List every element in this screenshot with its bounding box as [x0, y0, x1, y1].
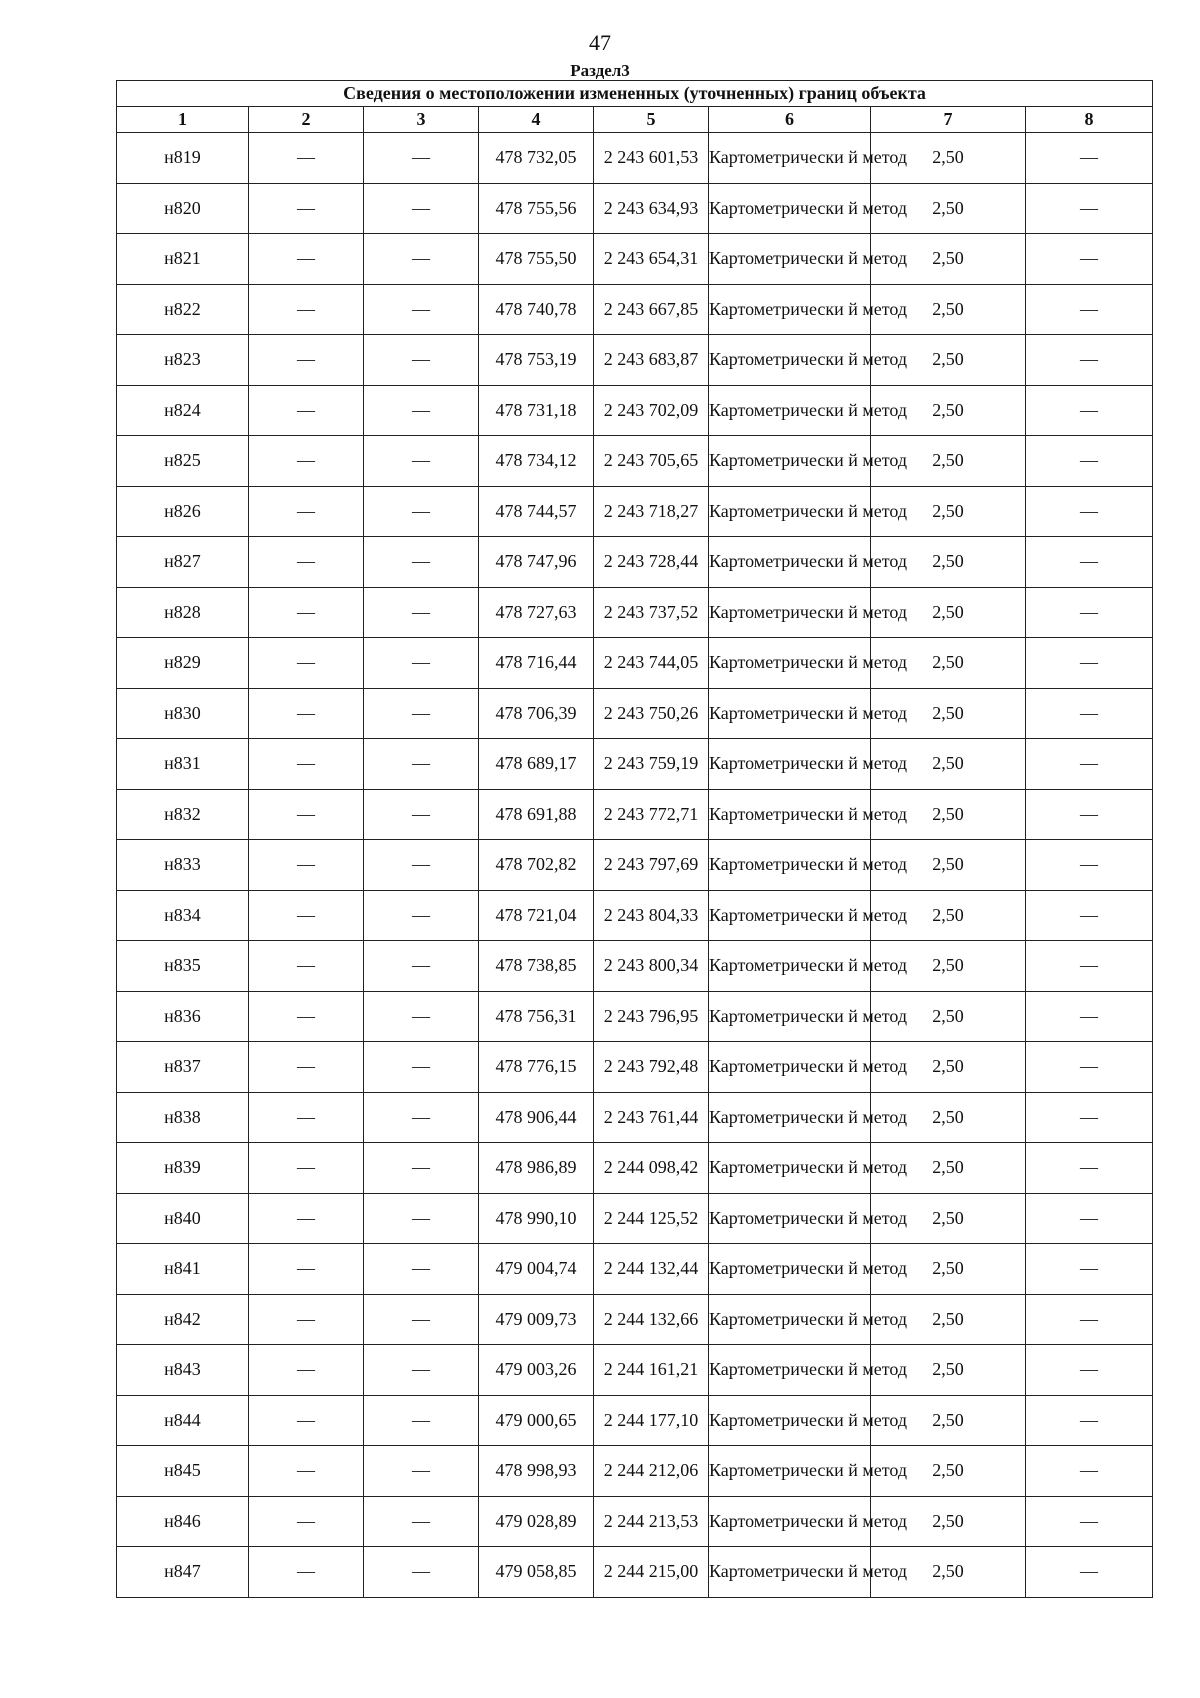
accuracy-cell: 2,50 [871, 1244, 1026, 1295]
point-number-cell: н835 [117, 941, 249, 992]
y-coordinate-cell: 2 243 796,95 [594, 991, 709, 1042]
method-cell: Картометрически й метод [709, 234, 871, 285]
x-coordinate-cell: 478 702,82 [479, 840, 594, 891]
col3-cell: — [364, 133, 479, 184]
x-coordinate-cell: 478 755,50 [479, 234, 594, 285]
col3-cell: — [364, 1244, 479, 1295]
col2-cell: — [249, 1294, 364, 1345]
col2-cell: — [249, 1446, 364, 1497]
method-cell: Картометрически й метод [709, 335, 871, 386]
col8-cell: — [1026, 385, 1153, 436]
accuracy-cell: 2,50 [871, 739, 1026, 790]
col8-cell: — [1026, 587, 1153, 638]
col8-cell: — [1026, 1042, 1153, 1093]
x-coordinate-cell: 478 747,96 [479, 537, 594, 588]
accuracy-cell: 2,50 [871, 1345, 1026, 1396]
y-coordinate-cell: 2 243 737,52 [594, 587, 709, 638]
col3-cell: — [364, 234, 479, 285]
point-number-cell: н845 [117, 1446, 249, 1497]
col2-cell: — [249, 335, 364, 386]
y-coordinate-cell: 2 243 705,65 [594, 436, 709, 487]
col2-cell: — [249, 638, 364, 689]
method-cell: Картометрически й метод [709, 1294, 871, 1345]
accuracy-cell: 2,50 [871, 587, 1026, 638]
point-number-cell: н842 [117, 1294, 249, 1345]
y-coordinate-cell: 2 244 212,06 [594, 1446, 709, 1497]
accuracy-cell: 2,50 [871, 1446, 1026, 1497]
method-cell: Картометрически й метод [709, 1042, 871, 1093]
point-number-cell: н828 [117, 587, 249, 638]
table-body [117, 133, 1153, 1598]
column-number: 5 [594, 107, 709, 133]
table-row [117, 1092, 1153, 1143]
col3-cell: — [364, 1193, 479, 1244]
x-coordinate-cell: 478 734,12 [479, 436, 594, 487]
col2-cell: — [249, 234, 364, 285]
table-row [117, 1294, 1153, 1345]
col3-cell: — [364, 638, 479, 689]
col2-cell: — [249, 840, 364, 891]
table-row [117, 1143, 1153, 1194]
x-coordinate-cell: 478 689,17 [479, 739, 594, 790]
method-cell: Картометрически й метод [709, 890, 871, 941]
col2-cell: — [249, 133, 364, 184]
point-number-cell: н823 [117, 335, 249, 386]
table-row [117, 1244, 1153, 1295]
y-coordinate-cell: 2 243 601,53 [594, 133, 709, 184]
method-cell: Картометрически й метод [709, 133, 871, 184]
col2-cell: — [249, 1143, 364, 1194]
point-number-cell: н839 [117, 1143, 249, 1194]
col2-cell: — [249, 1345, 364, 1396]
table-row [117, 335, 1153, 386]
col8-cell: — [1026, 284, 1153, 335]
col8-cell: — [1026, 840, 1153, 891]
x-coordinate-cell: 479 004,74 [479, 1244, 594, 1295]
table-row [117, 1042, 1153, 1093]
col2-cell: — [249, 537, 364, 588]
x-coordinate-cell: 478 756,31 [479, 991, 594, 1042]
col3-cell: — [364, 486, 479, 537]
col3-cell: — [364, 1446, 479, 1497]
col8-cell: — [1026, 1345, 1153, 1396]
method-cell: Картометрически й метод [709, 537, 871, 588]
accuracy-cell: 2,50 [871, 1496, 1026, 1547]
boundary-coordinates-table [116, 80, 1153, 1598]
x-coordinate-cell: 479 058,85 [479, 1547, 594, 1598]
x-coordinate-cell: 478 998,93 [479, 1446, 594, 1497]
accuracy-cell: 2,50 [871, 991, 1026, 1042]
table-row [117, 284, 1153, 335]
point-number-cell: н825 [117, 436, 249, 487]
table-caption: Сведения о местоположении измененных (уточненных) границ объекта [117, 81, 1153, 107]
table-row [117, 587, 1153, 638]
col3-cell: — [364, 739, 479, 790]
col2-cell: — [249, 991, 364, 1042]
col2-cell: — [249, 890, 364, 941]
col2-cell: — [249, 1092, 364, 1143]
accuracy-cell: 2,50 [871, 1395, 1026, 1446]
table-row [117, 890, 1153, 941]
y-coordinate-cell: 2 243 667,85 [594, 284, 709, 335]
col8-cell: — [1026, 436, 1153, 487]
accuracy-cell: 2,50 [871, 284, 1026, 335]
table-row [117, 739, 1153, 790]
y-coordinate-cell: 2 243 759,19 [594, 739, 709, 790]
y-coordinate-cell: 2 244 125,52 [594, 1193, 709, 1244]
point-number-cell: н847 [117, 1547, 249, 1598]
method-cell: Картометрически й метод [709, 991, 871, 1042]
col8-cell: — [1026, 1092, 1153, 1143]
method-cell: Картометрически й метод [709, 941, 871, 992]
y-coordinate-cell: 2 243 800,34 [594, 941, 709, 992]
method-cell: Картометрически й метод [709, 1395, 871, 1446]
col8-cell: — [1026, 1193, 1153, 1244]
y-coordinate-cell: 2 243 654,31 [594, 234, 709, 285]
col3-cell: — [364, 1092, 479, 1143]
point-number-cell: н834 [117, 890, 249, 941]
table-row [117, 840, 1153, 891]
point-number-cell: н830 [117, 688, 249, 739]
point-number-cell: н833 [117, 840, 249, 891]
col8-cell: — [1026, 1143, 1153, 1194]
accuracy-cell: 2,50 [871, 1193, 1026, 1244]
y-coordinate-cell: 2 243 804,33 [594, 890, 709, 941]
col3-cell: — [364, 335, 479, 386]
col8-cell: — [1026, 739, 1153, 790]
method-cell: Картометрически й метод [709, 436, 871, 487]
col8-cell: — [1026, 1496, 1153, 1547]
col8-cell: — [1026, 688, 1153, 739]
table-row [117, 991, 1153, 1042]
col3-cell: — [364, 183, 479, 234]
page-number: 47 [589, 30, 611, 55]
x-coordinate-cell: 479 028,89 [479, 1496, 594, 1547]
table-row [117, 638, 1153, 689]
method-cell: Картометрически й метод [709, 1092, 871, 1143]
col2-cell: — [249, 1193, 364, 1244]
col8-cell: — [1026, 890, 1153, 941]
accuracy-cell: 2,50 [871, 941, 1026, 992]
point-number-cell: н824 [117, 385, 249, 436]
point-number-cell: н838 [117, 1092, 249, 1143]
accuracy-cell: 2,50 [871, 335, 1026, 386]
x-coordinate-cell: 478 753,19 [479, 335, 594, 386]
column-number: 3 [364, 107, 479, 133]
col2-cell: — [249, 688, 364, 739]
col2-cell: — [249, 385, 364, 436]
table-row [117, 385, 1153, 436]
y-coordinate-cell: 2 243 792,48 [594, 1042, 709, 1093]
col3-cell: — [364, 789, 479, 840]
method-cell: Картометрически й метод [709, 587, 871, 638]
col3-cell: — [364, 991, 479, 1042]
point-number-cell: н820 [117, 183, 249, 234]
accuracy-cell: 2,50 [871, 688, 1026, 739]
accuracy-cell: 2,50 [871, 789, 1026, 840]
col3-cell: — [364, 1294, 479, 1345]
y-coordinate-cell: 2 243 750,26 [594, 688, 709, 739]
table-row [117, 1395, 1153, 1446]
method-cell: Картометрически й метод [709, 385, 871, 436]
col3-cell: — [364, 890, 479, 941]
x-coordinate-cell: 478 906,44 [479, 1092, 594, 1143]
col8-cell: — [1026, 1244, 1153, 1295]
table-row [117, 133, 1153, 184]
point-number-cell: н826 [117, 486, 249, 537]
method-cell: Картометрически й метод [709, 739, 871, 790]
method-cell: Картометрически й метод [709, 638, 871, 689]
col8-cell: — [1026, 537, 1153, 588]
point-number-cell: н837 [117, 1042, 249, 1093]
point-number-cell: н827 [117, 537, 249, 588]
x-coordinate-cell: 479 003,26 [479, 1345, 594, 1396]
accuracy-cell: 2,50 [871, 436, 1026, 487]
method-cell: Картометрически й метод [709, 183, 871, 234]
col8-cell: — [1026, 1294, 1153, 1345]
table-row [117, 537, 1153, 588]
col3-cell: — [364, 436, 479, 487]
table-row [117, 941, 1153, 992]
col3-cell: — [364, 688, 479, 739]
col3-cell: — [364, 1395, 479, 1446]
table-row [117, 183, 1153, 234]
accuracy-cell: 2,50 [871, 1294, 1026, 1345]
col8-cell: — [1026, 486, 1153, 537]
col8-cell: — [1026, 638, 1153, 689]
method-cell: Картометрически й метод [709, 1446, 871, 1497]
col3-cell: — [364, 1143, 479, 1194]
col8-cell: — [1026, 1395, 1153, 1446]
x-coordinate-cell: 478 716,44 [479, 638, 594, 689]
col3-cell: — [364, 537, 479, 588]
col2-cell: — [249, 284, 364, 335]
x-coordinate-cell: 478 731,18 [479, 385, 594, 436]
method-cell: Картометрически й метод [709, 1496, 871, 1547]
y-coordinate-cell: 2 244 098,42 [594, 1143, 709, 1194]
y-coordinate-cell: 2 243 634,93 [594, 183, 709, 234]
x-coordinate-cell: 478 755,56 [479, 183, 594, 234]
x-coordinate-cell: 478 990,10 [479, 1193, 594, 1244]
table-row [117, 1547, 1153, 1598]
col3-cell: — [364, 587, 479, 638]
point-number-cell: н819 [117, 133, 249, 184]
table-row [117, 688, 1153, 739]
method-cell: Картометрически й метод [709, 789, 871, 840]
point-number-cell: н821 [117, 234, 249, 285]
table-row [117, 486, 1153, 537]
column-number: 7 [871, 107, 1026, 133]
col8-cell: — [1026, 789, 1153, 840]
accuracy-cell: 2,50 [871, 890, 1026, 941]
accuracy-cell: 2,50 [871, 385, 1026, 436]
col8-cell: — [1026, 1446, 1153, 1497]
accuracy-cell: 2,50 [871, 183, 1026, 234]
accuracy-cell: 2,50 [871, 638, 1026, 689]
y-coordinate-cell: 2 244 215,00 [594, 1547, 709, 1598]
col8-cell: — [1026, 183, 1153, 234]
x-coordinate-cell: 478 732,05 [479, 133, 594, 184]
method-cell: Картометрически й метод [709, 1547, 871, 1598]
y-coordinate-cell: 2 243 702,09 [594, 385, 709, 436]
method-cell: Картометрически й метод [709, 1345, 871, 1396]
x-coordinate-cell: 478 740,78 [479, 284, 594, 335]
x-coordinate-cell: 478 691,88 [479, 789, 594, 840]
x-coordinate-cell: 478 744,57 [479, 486, 594, 537]
column-number: 1 [117, 107, 249, 133]
col2-cell: — [249, 183, 364, 234]
col8-cell: — [1026, 991, 1153, 1042]
col8-cell: — [1026, 133, 1153, 184]
col3-cell: — [364, 1547, 479, 1598]
table-row [117, 1446, 1153, 1497]
x-coordinate-cell: 479 009,73 [479, 1294, 594, 1345]
x-coordinate-cell: 478 706,39 [479, 688, 594, 739]
x-coordinate-cell: 478 721,04 [479, 890, 594, 941]
col2-cell: — [249, 1496, 364, 1547]
x-coordinate-cell: 478 986,89 [479, 1143, 594, 1194]
col3-cell: — [364, 1345, 479, 1396]
col2-cell: — [249, 789, 364, 840]
col3-cell: — [364, 1496, 479, 1547]
column-number: 8 [1026, 107, 1153, 133]
accuracy-cell: 2,50 [871, 1143, 1026, 1194]
col3-cell: — [364, 941, 479, 992]
column-number: 6 [709, 107, 871, 133]
col3-cell: — [364, 385, 479, 436]
y-coordinate-cell: 2 244 132,66 [594, 1294, 709, 1345]
y-coordinate-cell: 2 244 213,53 [594, 1496, 709, 1547]
col2-cell: — [249, 486, 364, 537]
y-coordinate-cell: 2 243 683,87 [594, 335, 709, 386]
accuracy-cell: 2,50 [871, 1092, 1026, 1143]
x-coordinate-cell: 478 727,63 [479, 587, 594, 638]
col3-cell: — [364, 284, 479, 335]
y-coordinate-cell: 2 243 761,44 [594, 1092, 709, 1143]
accuracy-cell: 2,50 [871, 1547, 1026, 1598]
column-numbers-row [117, 107, 1153, 133]
col2-cell: — [249, 1042, 364, 1093]
x-coordinate-cell: 478 738,85 [479, 941, 594, 992]
method-cell: Картометрически й метод [709, 1193, 871, 1244]
col2-cell: — [249, 739, 364, 790]
accuracy-cell: 2,50 [871, 840, 1026, 891]
point-number-cell: н829 [117, 638, 249, 689]
col8-cell: — [1026, 941, 1153, 992]
y-coordinate-cell: 2 244 132,44 [594, 1244, 709, 1295]
point-number-cell: н840 [117, 1193, 249, 1244]
y-coordinate-cell: 2 243 744,05 [594, 638, 709, 689]
y-coordinate-cell: 2 243 797,69 [594, 840, 709, 891]
section-title: Раздел3 [570, 61, 630, 80]
table-row [117, 436, 1153, 487]
col3-cell: — [364, 840, 479, 891]
col2-cell: — [249, 1547, 364, 1598]
column-number: 4 [479, 107, 594, 133]
y-coordinate-cell: 2 243 728,44 [594, 537, 709, 588]
method-cell: Картометрически й метод [709, 486, 871, 537]
col8-cell: — [1026, 1547, 1153, 1598]
point-number-cell: н832 [117, 789, 249, 840]
method-cell: Картометрически й метод [709, 1244, 871, 1295]
table-row [117, 234, 1153, 285]
col8-cell: — [1026, 335, 1153, 386]
col2-cell: — [249, 436, 364, 487]
table-row [117, 1193, 1153, 1244]
method-cell: Картометрически й метод [709, 688, 871, 739]
accuracy-cell: 2,50 [871, 234, 1026, 285]
point-number-cell: н841 [117, 1244, 249, 1295]
y-coordinate-cell: 2 244 177,10 [594, 1395, 709, 1446]
col2-cell: — [249, 587, 364, 638]
y-coordinate-cell: 2 244 161,21 [594, 1345, 709, 1396]
point-number-cell: н836 [117, 991, 249, 1042]
accuracy-cell: 2,50 [871, 486, 1026, 537]
point-number-cell: н822 [117, 284, 249, 335]
col2-cell: — [249, 1244, 364, 1295]
table-row [117, 1496, 1153, 1547]
accuracy-cell: 2,50 [871, 1042, 1026, 1093]
x-coordinate-cell: 479 000,65 [479, 1395, 594, 1446]
point-number-cell: н843 [117, 1345, 249, 1396]
col2-cell: — [249, 941, 364, 992]
point-number-cell: н831 [117, 739, 249, 790]
x-coordinate-cell: 478 776,15 [479, 1042, 594, 1093]
accuracy-cell: 2,50 [871, 537, 1026, 588]
point-number-cell: н844 [117, 1395, 249, 1446]
col8-cell: — [1026, 234, 1153, 285]
table-row [117, 789, 1153, 840]
method-cell: Картометрически й метод [709, 840, 871, 891]
method-cell: Картометрически й метод [709, 1143, 871, 1194]
y-coordinate-cell: 2 243 772,71 [594, 789, 709, 840]
accuracy-cell: 2,50 [871, 133, 1026, 184]
table-row [117, 1345, 1153, 1396]
column-number: 2 [249, 107, 364, 133]
col3-cell: — [364, 1042, 479, 1093]
point-number-cell: н846 [117, 1496, 249, 1547]
y-coordinate-cell: 2 243 718,27 [594, 486, 709, 537]
col2-cell: — [249, 1395, 364, 1446]
method-cell: Картометрически й метод [709, 284, 871, 335]
